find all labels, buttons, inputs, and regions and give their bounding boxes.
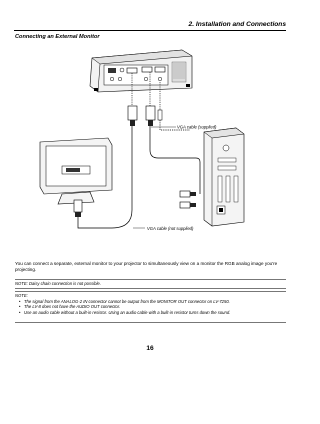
page-number: 16 [146,345,154,352]
note-2 [15,293,287,315]
callout-vga-not-supplied: VGA cable (not supplied) [147,226,194,231]
note-1-bottom-rule [15,288,286,289]
note-2-item: • The LV-8 does not have the AUDIO OUT connector. [19,304,287,310]
note-2-heading: NOTE: [15,293,28,298]
callout-vga-supplied: VGA cable (supplied) [177,124,217,130]
note-1-top-rule [15,279,286,280]
note-2-bottom-rule [15,322,286,323]
computer-vga-plug [180,191,196,208]
chapter-title: 2. Installation and Connections [188,21,286,28]
note-2-item: • Use an audio cable without a built-in resistor. Using an audio cable with a built-in resistor turns down the sound. [19,310,287,316]
note-1: NOTE: Daisy chain connection is not possible. [15,281,101,286]
monitor-illustration [40,138,112,217]
body-paragraph: You can connect a separate, external monitor to your projector to simultaneously view on a monitor the RGB analog image you're projecting. [15,261,278,273]
note-2-list [15,299,287,316]
section-title: Connecting an External Monitor [15,34,100,40]
note-2-top-rule [15,291,286,292]
note-2-item: • The signal from the ANALOG-2 IN connector cannot be output from the MONITOR OUT connector on LV-7250. [19,299,287,305]
projector-illustration [90,50,192,92]
computer-illustration [204,128,244,226]
